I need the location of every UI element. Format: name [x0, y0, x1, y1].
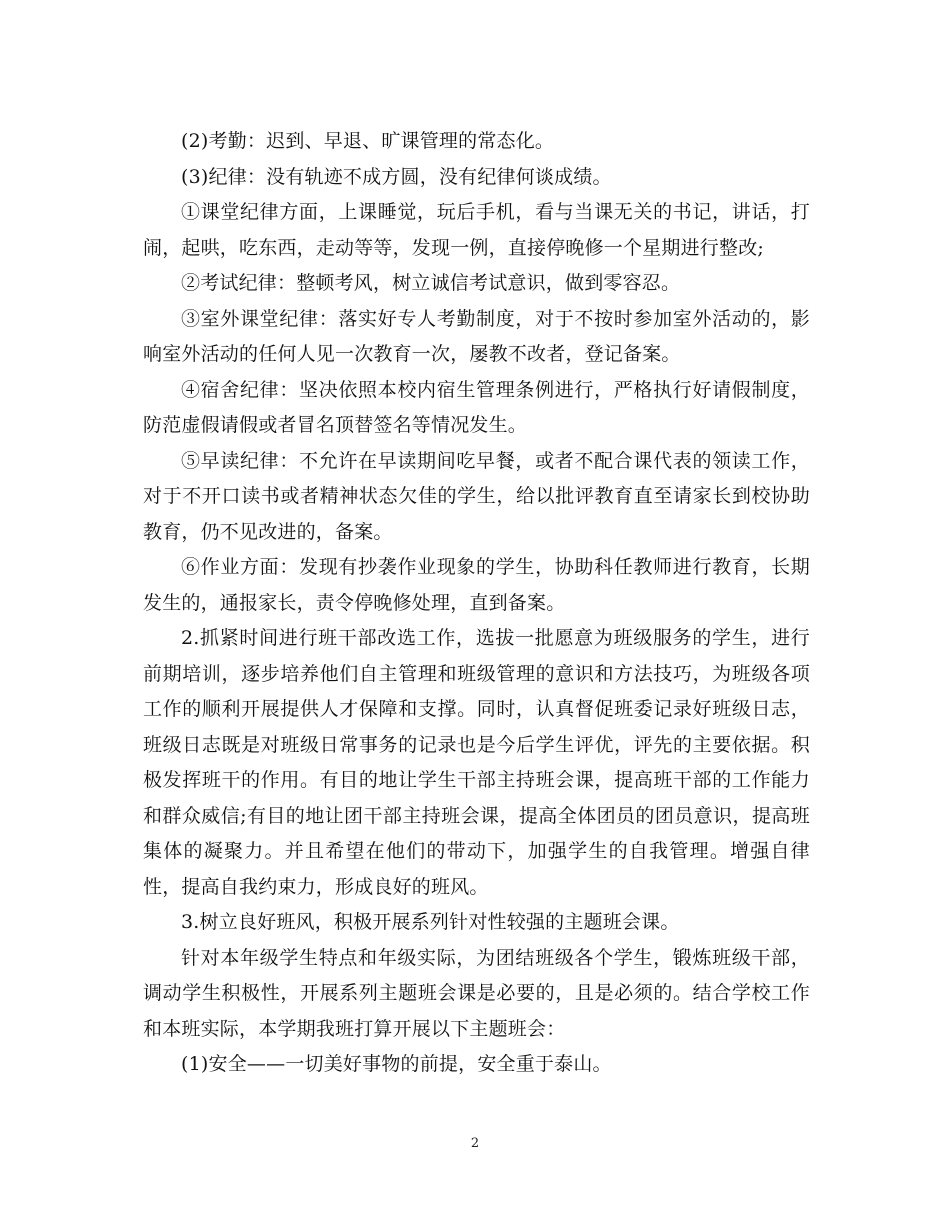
- document-body: [143, 124, 810, 1083]
- paragraph-dorm-discipline: ④宿舍纪律：坚决依照本校内宿生管理条例进行，严格执行好请假制度，防范虚假请假或者冒名顶替签名等情况发生。: [143, 378, 810, 436]
- paragraph-class-cadres: 2.抓紧时间进行班干部改选工作，选拔一批愿意为班级服务的学生，进行前期培训，逐步培养他们自主管理和班级管理的意识和方法技巧，为班级各项工作的顺利开展提供人才保障和支撑。同时，认真督促班委记录好班级日志，班级日志既是对班级日常事务的记录也是今后学生评优，评先的主要依据。积极发挥班干的作用。有目的地让学生干部主持班会课，提高班干部的工作能力和群众威信;有目的地让团干部主持班会课，提高全体团员的团员意识，提高班集体的凝聚力。并且希望在他们的带动下，加强学生的自我管理。增强自律性，提高自我约束力，形成良好的班风。: [143, 627, 810, 898]
- paragraph-outdoor-discipline: ③室外课堂纪律：落实好专人考勤制度，对于不按时参加室外活动的，影响室外活动的任何人见一次教育一次，屡教不改者，登记备案。: [143, 307, 810, 365]
- page-number: 2: [470, 1136, 480, 1151]
- paragraph-discipline: (3)纪律：没有轨迹不成方圆，没有纪律何谈成绩。: [181, 165, 612, 188]
- paragraph-exam-discipline: ②考试纪律：整顿考风，树立诚信考试意识，做到零容忍。: [181, 272, 681, 294]
- paragraph-class-style: 3.树立良好班风，积极开展系列针对性较强的主题班会课。: [181, 911, 680, 933]
- paragraph-morning-reading: ⑤早读纪律：不允许在早读期间吃早餐，或者不配合课代表的领读工作，对于不开口读书或者精神状态欠佳的学生，给以批评教育直至请家长到校协助教育，仍不见改进的，备案。: [143, 449, 810, 543]
- paragraph-safety: (1)安全——一切美好事物的前提，安全重于泰山。: [181, 1053, 612, 1075]
- paragraph-homework: ⑥作业方面：发现有抄袭作业现象的学生，协助科任教师进行教育，长期发生的，通报家长，责令停晚修处理，直到备案。: [143, 556, 810, 614]
- paragraph-theme-meetings: 针对本年级学生特点和年级实际，为团结班级各个学生，锻炼班级干部，调动学生积极性，开展系列主题班会课是必要的，且是必须的。结合学校工作和本班实际，本学期我班打算开展以下主题班会：: [143, 946, 810, 1040]
- paragraph-attendance: (2)考勤：迟到、早退、旷课管理的常态化。: [181, 130, 555, 152]
- paragraph-classroom-discipline: ①课堂纪律方面，上课睡觉，玩后手机，看与当课无关的书记，讲话，打闹，起哄，吃东西，走动等等，发现一例，直接停晚修一个星期进行整改;: [143, 201, 810, 259]
